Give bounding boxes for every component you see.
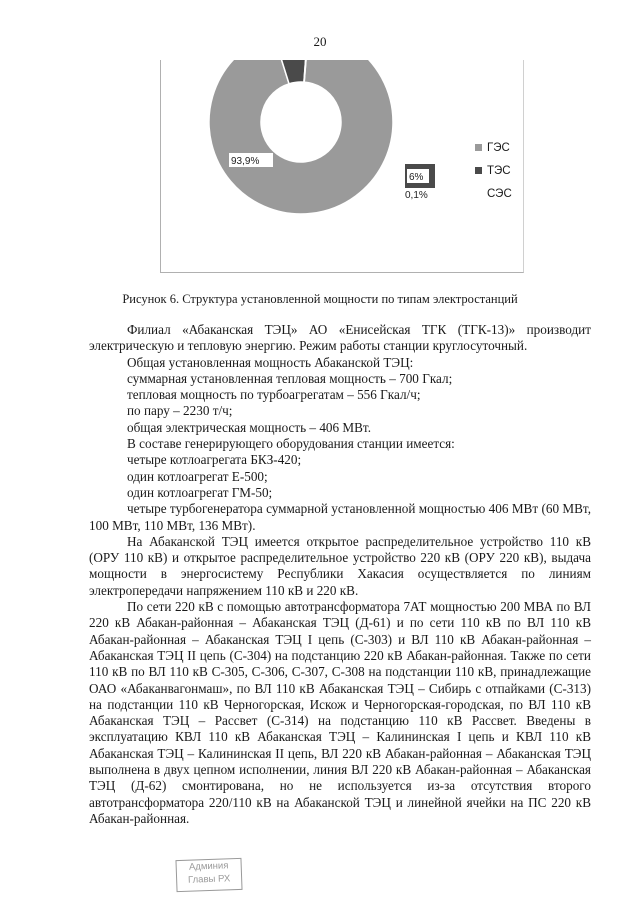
body-text	[89, 322, 591, 827]
paragraph-intro: Филиал «Абаканская ТЭЦ» АО «Енисейская ТГК (ТГК-13)» производит электрическую и тепловую энергию. Режим работы станции круглосуточный.	[89, 322, 591, 354]
paragraph-equipment-heading: В составе генерирующего оборудования станции имеется:	[127, 436, 455, 452]
legend-label-thermal: ТЭС	[487, 164, 511, 177]
legend-item-solar	[475, 182, 512, 205]
data-label-solar: 0,1%	[405, 190, 428, 201]
registry-stamp	[175, 858, 242, 892]
list-item: один котлоагрегат ГМ-50;	[127, 484, 273, 500]
paragraph-network: По сети 220 кВ с помощью автотрансформатора 7АТ мощностью 200 МВА по ВЛ 220 кВ Абакан-районная – Абаканская ТЭЦ (Д-61) и по сети 110 кВ по ВЛ 110 кВ Абакан-районная – Абаканская ТЭЦ I цепь (С-303) и ВЛ 110 кВ Абакан-районная – Абаканская ТЭЦ II цепь (С-304) на подстанцию 220 кВ Абакан-районная. Также по сети 110 кВ по ВЛ 110 кВ С-305, С-306, С-307, С-308 на подстанции 110 кВ, принадлежащие ОАО «Абаканвагонмаш», по ВЛ 110 кВ Абаканская ТЭЦ – Сибирь с отпайками (С-313) на подстанции 110 кВ Черногорская, Искож и Черногорская-городская, по ВЛ 110 кВ Абаканская ТЭЦ – Рассвет (С-314) на подстанцию 110 кВ Рассвет. Введены в эксплуатацию КВЛ 110 кВ Абаканская ТЭЦ – Калининская I цепь и КВЛ 110 кВ Абаканская ТЭЦ – Калининская II цепь, ВЛ 220 кВ Абакан-районная – Абаканская ТЭЦ выполнена в двух цепном исполнении, линия ВЛ 220 кВ Абакан-районная – Абаканская ТЭЦ (Д-62) смонтирована, но не используется из-за отсутствия второго автотрансформатора 220/110 кВ на Абаканской ТЭЦ и линейной ячейки на ПС 220 кВ Абакан-районная.	[89, 599, 591, 826]
list-item: четыре турбогенератора суммарной установленной мощностью 406 МВт (60 МВт, 100 МВт, 110 МВт, 136 МВт).	[89, 501, 591, 533]
data-label-hydro: 93,9%	[231, 156, 260, 167]
figure-caption: Рисунок 6. Структура установленной мощности по типам электростанций	[122, 292, 518, 306]
donut-chart	[160, 60, 524, 273]
paragraph-switchgear: На Абаканской ТЭЦ имеется открытое распределительное устройство 110 кВ (ОРУ 110 кВ) и открытое распределительное устройство 220 кВ (ОРУ 220 кВ), выдача мощности в энергосистему Республики Хакасия осуществляется по линиям электропередачи напряжением 110 кВ и 220 кВ.	[89, 533, 591, 598]
list-item: тепловая мощность по турбоагрегатам – 556 Гкал/ч;	[127, 387, 421, 403]
chart-canvas	[161, 60, 523, 272]
paragraph-capacity-heading: Общая установленная мощность Абаканской ТЭЦ:	[127, 354, 414, 370]
stamp-line-2: Главы РХ	[187, 873, 231, 886]
legend-label-hydro: ГЭС	[487, 141, 510, 154]
page-number: 20	[313, 34, 327, 49]
legend-item-thermal	[475, 159, 512, 182]
list-item: общая электрическая мощность – 406 МВт.	[127, 419, 371, 435]
legend-swatch-hydro	[475, 144, 482, 151]
legend-swatch-thermal	[475, 167, 482, 174]
slice-hydro	[209, 60, 393, 214]
data-label-thermal: 6%	[409, 172, 424, 183]
list-item: четыре котлоагрегата БКЗ-420;	[127, 452, 302, 468]
legend-item-hydro	[475, 136, 512, 159]
list-item: один котлоагрегат Е-500;	[127, 468, 268, 484]
chart-legend	[475, 136, 512, 205]
list-item: по пару – 2230 т/ч;	[127, 403, 233, 419]
stamp-line-1: Админия	[188, 860, 229, 873]
list-item: суммарная установленная тепловая мощность – 700 Гкал;	[127, 370, 453, 386]
legend-label-solar: СЭС	[487, 187, 512, 200]
